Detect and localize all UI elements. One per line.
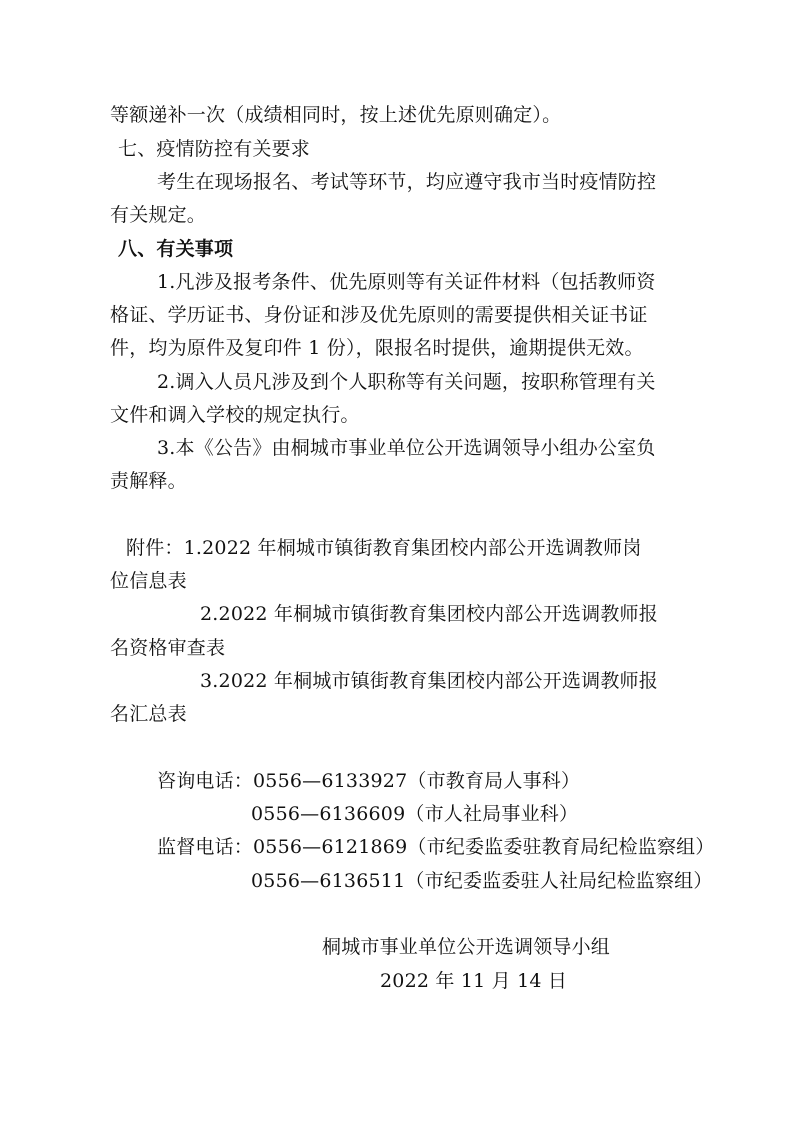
attachment-3: 名汇总表 <box>110 703 187 725</box>
supervise-phone: 监督电话：0556—6121869（市纪委监委驻教育局纪检监察组） <box>157 836 715 858</box>
attachment-2: 2.2022 年桐城市镇街教育集团校内部公开选调教师报 <box>200 603 658 625</box>
section-8-item-1: 件，均为原件及复印件 1 份），限报名时提供，逾期提供无效。 <box>110 337 644 359</box>
section-8-item-1: 格证、学历证书、身份证和涉及优先原则的需要提供相关证书证 <box>110 304 648 326</box>
section-7-heading: 七、疫情防控有关要求 <box>118 138 311 160</box>
section-8-item-2: 文件和调入学校的规定执行。 <box>110 404 360 426</box>
attachment-1: 位信息表 <box>110 570 187 592</box>
signature-date: 2022 年 11 月 14 日 <box>380 970 568 992</box>
signature-organization: 桐城市事业单位公开选调领导小组 <box>322 936 611 958</box>
section-8-item-3: 3.本《公告》由桐城市事业单位公开选调领导小组办公室负 <box>157 437 656 459</box>
consult-phone: 0556—6136609（市人社局事业科） <box>251 803 579 825</box>
section-8-heading: 八、有关事项 <box>118 238 234 260</box>
section-8-item-1: 1.凡涉及报考条件、优先原则等有关证件材料（包括教师资 <box>157 271 656 293</box>
attachment-2: 名资格审查表 <box>110 637 226 659</box>
section-8-item-3: 责解释。 <box>110 470 187 492</box>
consult-phone: 咨询电话：0556—6133927（市教育局人事科） <box>157 770 581 792</box>
section-7-paragraph: 有关规定。 <box>110 204 207 226</box>
section-8-item-2: 2.调入人员凡涉及到个人职称等有关问题，按职称管理有关 <box>157 371 656 393</box>
supervise-phone: 0556—6136511（市纪委监委驻人社局纪检监察组） <box>251 870 713 892</box>
attachment-3: 3.2022 年桐城市镇街教育集团校内部公开选调教师报 <box>200 670 658 692</box>
section-7-paragraph: 考生在现场报名、考试等环节，均应遵守我市当时疫情防控 <box>157 171 657 193</box>
carry-over-line: 等额递补一次（成绩相同时，按上述优先原则确定）。 <box>110 104 562 126</box>
attachment-1: 附件：1.2022 年桐城市镇街教育集团校内部公开选调教师岗 <box>126 537 642 559</box>
